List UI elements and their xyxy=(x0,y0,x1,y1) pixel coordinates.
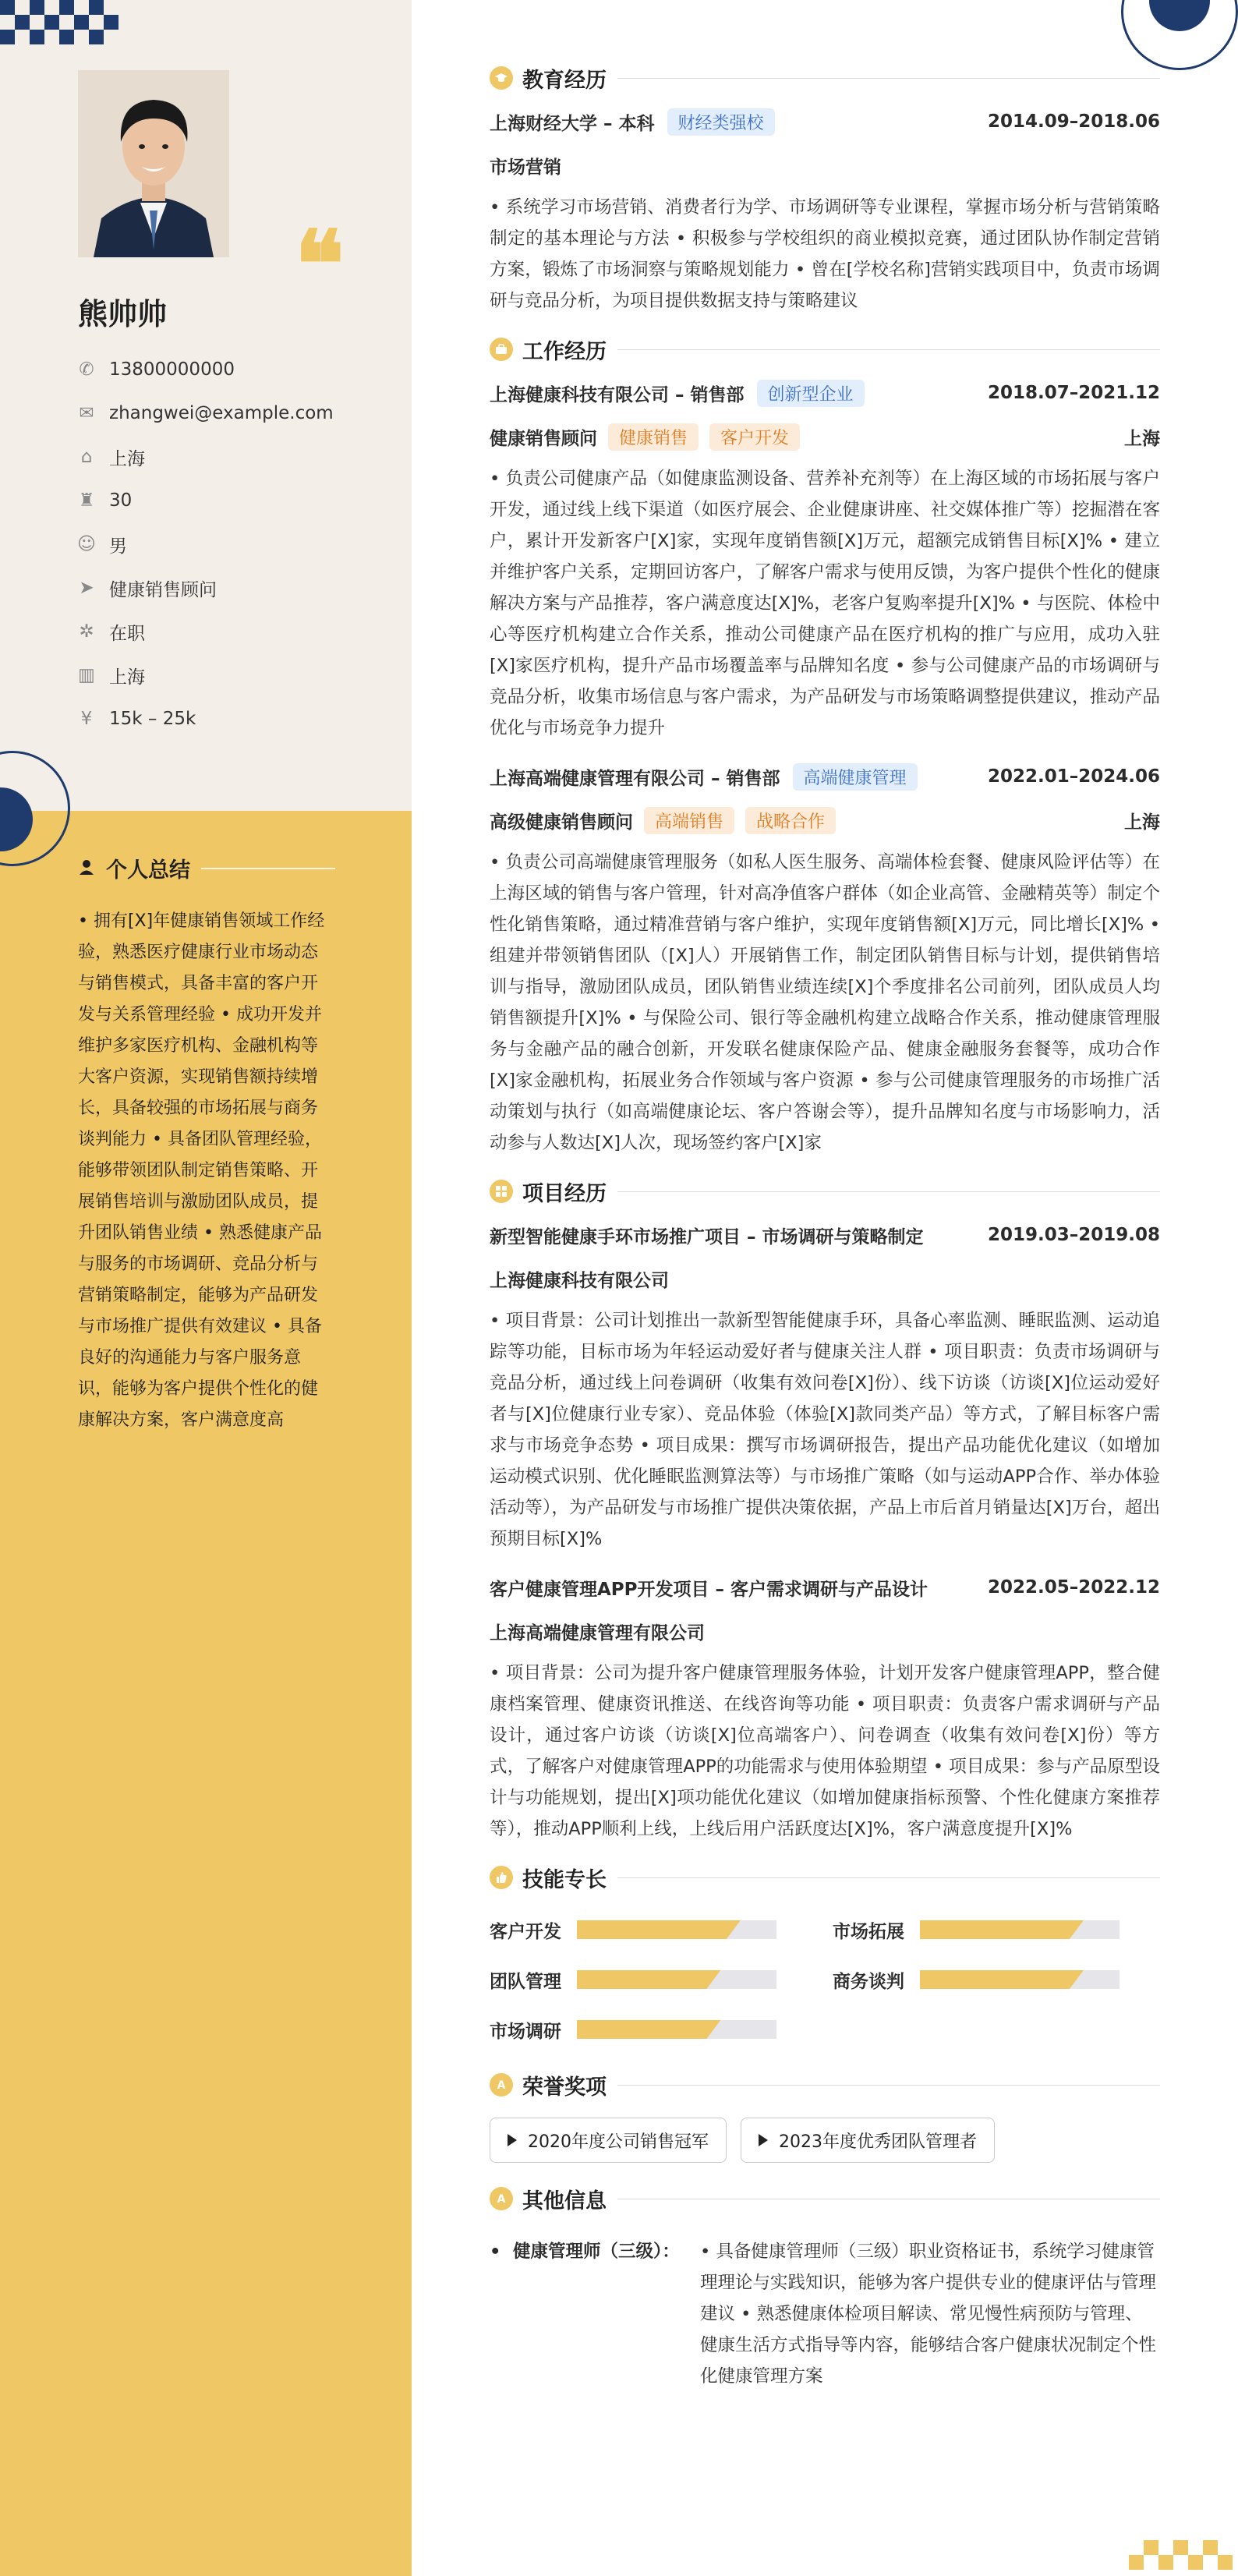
role-tag: 健康销售 xyxy=(608,423,699,451)
skill-bar xyxy=(577,1970,776,1989)
section-title: 技能专长 xyxy=(522,1867,607,1892)
main-content xyxy=(490,56,1160,2392)
work-description: • 负责公司高端健康管理服务（如私人医生服务、高端体检套餐、健康风险评估等）在上海区域的销售与客户管理，针对高净值客户群体（如企业高管、金融精英等）制定个性化销售策略，通过精准营销与客户维护，实现年度销售额[X]万元，同比增长[X]% • 组建并带领销售团队（[X]人）开展销售工作，制定团队销售目标与计划，提供销售培训与指导，激励团队成员，团队销售业绩连续[X]个季度排名公司前列，团队成员人均销售额提升[X]% • 与保险公司、银行等金融机构建立战略合作关系，推动健康管理服务与金融产品的融合创新，开发联名健康保险产品、健康金融服务套餐等，成功合作[X]家金融机构，拓展业务合作领域与客户资源 • 参与公司健康管理服务的市场推广活动策划与执行（如高端健康论坛、客户答谢会等），提升品牌知名度与市场影响力，活动参与人数达[X]人次，现场签约客户[X]家 xyxy=(490,852,1160,1153)
divider xyxy=(201,868,335,869)
skill-bar xyxy=(920,1970,1120,1989)
skill-item xyxy=(490,1963,833,1996)
skill-bar xyxy=(577,1920,776,1939)
briefcase-icon xyxy=(490,338,513,361)
info-row xyxy=(78,697,398,741)
role-left xyxy=(490,807,836,834)
info-value: 上海 xyxy=(109,667,145,688)
company-row xyxy=(490,371,1160,415)
project-name: 新型智能健康手环市场推广项目 – 市场调研与策略制定 xyxy=(490,1226,924,1247)
section-title: 教育经历 xyxy=(522,68,607,93)
work-date: 2022.01–2024.06 xyxy=(987,766,1160,787)
award-label: 2023年度优秀团队管理者 xyxy=(779,2132,977,2152)
divider xyxy=(617,1877,1160,1878)
project-name: 客户健康管理APP开发项目 – 客户需求调研与产品设计 xyxy=(490,1579,928,1600)
user-icon xyxy=(78,858,95,879)
project-description: • 项目背景：公司为提升客户健康管理服务体验，计划开发客户健康管理APP，整合健康档案管理、健康资讯推送、在线咨询等功能 • 项目职责：负责客户需求调研与产品设计，通过客户访谈（访谈[X]位高端客户）、问卷调查（收集有效问卷[X]份）等方式，了解客户对健康管理APP的功能需求与使用体验期望 • 项目成果：参与产品原型设计与功能规划，提出[X]项功能优化建议（如增加健康指标预警、个性化健康方案推荐等），推动APP顺利上线，上线后用户活跃度达[X]%，客户满意度提升[X]% xyxy=(490,1663,1160,1839)
role-tag: 战略合作 xyxy=(745,807,836,834)
skill-bar xyxy=(920,1920,1120,1939)
age-icon: ♜ xyxy=(78,490,95,511)
project-list xyxy=(490,1213,1160,1845)
skill-name: 客户开发 xyxy=(490,1921,561,1942)
project-org-row xyxy=(490,1609,1160,1653)
award-chip xyxy=(490,2118,727,2163)
info-row xyxy=(78,348,398,391)
other-key: 健康管理师（三级）： xyxy=(513,2242,680,2262)
skill-bar-fill xyxy=(920,1970,1084,1989)
project-entry xyxy=(490,1213,1160,1555)
role-left xyxy=(490,423,800,451)
info-row xyxy=(78,391,398,435)
project-org-row xyxy=(490,1257,1160,1300)
info-icon xyxy=(490,2187,513,2210)
work-city: 上海 xyxy=(1124,812,1160,833)
summary-title: 个人总结 xyxy=(106,858,190,883)
info-row xyxy=(78,610,398,653)
sidebar xyxy=(0,0,412,2576)
honors-heading xyxy=(490,2063,1160,2107)
major: 市场营销 xyxy=(490,157,561,178)
info-value: 13800000000 xyxy=(109,359,235,380)
other-heading xyxy=(490,2177,1160,2220)
divider xyxy=(617,1191,1160,1192)
education-date: 2014.09–2018.06 xyxy=(987,111,1160,132)
info-value: 男 xyxy=(109,536,127,557)
education-row xyxy=(490,100,1160,143)
phone-icon: ✆ xyxy=(79,359,94,380)
project-org: 上海高端健康管理有限公司 xyxy=(490,1622,705,1644)
project-row xyxy=(490,1213,1160,1257)
info-row xyxy=(78,435,398,479)
checker-decoration xyxy=(0,0,118,37)
mail-icon: ✉ xyxy=(79,403,94,423)
education-entry xyxy=(490,100,1160,317)
major-row xyxy=(490,143,1160,187)
checker-decoration xyxy=(1129,2540,1238,2576)
section-title: 其他信息 xyxy=(522,2189,607,2213)
salary-icon: ¥ xyxy=(80,709,93,729)
skill-list xyxy=(490,1913,1160,2046)
info-row xyxy=(78,653,398,697)
skill-item xyxy=(833,1963,1160,1996)
company-row xyxy=(490,755,1160,798)
work-heading xyxy=(490,327,1160,371)
svg-text:A: A xyxy=(497,2079,506,2091)
other-value: • 具备健康管理师（三级）职业资格证书，系统学习健康管理理论与实践知识，能够为客户提供专业的健康评估与管理建议 • 熟悉健康体检项目解读、常见慢性病预防与管理、健康生活方式指导等内容，能够结合客户健康状况制定个性化健康管理方案 xyxy=(700,2242,1157,2387)
section-title: 项目经历 xyxy=(522,1181,607,1206)
award-chip xyxy=(741,2118,995,2163)
avatar xyxy=(78,70,229,257)
project-org: 上海健康科技有限公司 xyxy=(490,1270,669,1291)
divider xyxy=(617,349,1160,350)
info-value: 15k – 25k xyxy=(109,709,196,729)
school-name: 上海财经大学 – 本科 xyxy=(490,113,655,134)
projects-heading xyxy=(490,1169,1160,1213)
company-name: 上海健康科技有限公司 – 销售部 xyxy=(490,384,745,405)
skill-item xyxy=(490,2013,833,2046)
work-entry xyxy=(490,755,1160,1159)
company-tag: 创新型企业 xyxy=(757,380,865,407)
skill-bar-fill xyxy=(920,1920,1084,1939)
info-value: 上海 xyxy=(109,448,145,469)
skill-name: 团队管理 xyxy=(490,1971,561,1992)
divider xyxy=(617,2085,1160,2086)
work-city: 上海 xyxy=(1124,428,1160,449)
project-description: • 项目背景：公司计划推出一款新型智能健康手环，具备心率监测、睡眠监测、运动追踪等功能，目标市场为年轻运动爱好者与健康关注人群 • 项目职责：负责市场调研与竞品分析，通过线上问卷调研（收集有效问卷[X]份）、线下访谈（访谈[X]位运动爱好者与[X]位健康行业专家）、竞品体验（体验[X]款同类产品）等方式，了解目标客户需求与市场竞争态势 • 项目成果：撰写市场调研报告，提出产品功能优化建议（如增加运动模式识别、优化睡眠监测算法等）与市场推广策略（如与运动APP合作、举办体验活动等），为产品研发与市场推广提供决策依据，产品上市后首月销量达[X]万台，超出预期目标[X]% xyxy=(490,1311,1160,1549)
role-row xyxy=(490,415,1160,458)
education-description: • 系统学习市场营销、消费者行为学、市场调研等专业课程，掌握市场分析与营销策略制定的基本理论与方法 • 积极参与学校组织的商业模拟竞赛，通过团队协作制定营销方案，锻炼了市场洞察与策略规划能力 • 曾在[学校名称]营销实践项目中，负责市场调研与竞品分析，为项目提供数据支持与策略建议 xyxy=(490,197,1160,311)
svg-text:A: A xyxy=(497,2193,506,2205)
info-row xyxy=(78,479,398,522)
thumb-icon xyxy=(490,1866,513,1889)
role-tag: 客户开发 xyxy=(709,423,800,451)
grid-icon xyxy=(490,1180,513,1203)
project-date: 2022.05–2022.12 xyxy=(987,1577,1160,1598)
skill-name: 市场拓展 xyxy=(833,1921,904,1942)
skills-heading xyxy=(490,1856,1160,1899)
building-icon: ▥ xyxy=(78,665,95,685)
contact-info xyxy=(78,348,398,741)
project-date: 2019.03–2019.08 xyxy=(987,1225,1160,1245)
award-label: 2020年度公司销售冠军 xyxy=(528,2132,709,2152)
summary-heading xyxy=(78,853,335,883)
work-list xyxy=(490,371,1160,1159)
info-value: zhangwei@example.com xyxy=(109,403,334,423)
summary-text: • 拥有[X]年健康销售领域工作经验，熟悉医疗健康行业市场动态与销售模式，具备丰富的客户开发与关系管理经验 • 成功开发并维护多家医疗机构、金融机构等大客户资源，实现销售额持续增长，具备较强的市场拓展与商务谈判能力 • 具备团队管理经验，能够带领团队制定销售策略、开展销售培训与激励团队成员，提升团队销售业绩 • 熟悉健康产品与服务的市场调研、竞品分析与营销策略制定，能够为产品研发与市场推广提供有效建议 • 具备良好的沟通能力与客户服务意识，能够为客户提供个性化的健康解决方案，客户满意度高 xyxy=(78,911,325,1430)
work-date: 2018.07–2021.12 xyxy=(987,383,1160,403)
education-heading xyxy=(490,56,1160,100)
other-item xyxy=(490,2236,1160,2392)
status-icon: ✲ xyxy=(79,621,94,642)
skill-name: 市场调研 xyxy=(490,2021,561,2042)
skill-bar-fill xyxy=(577,2020,720,2039)
company-name: 上海高端健康管理有限公司 – 销售部 xyxy=(490,768,780,789)
home-icon: ⌂ xyxy=(80,447,93,467)
skill-bar-fill xyxy=(577,1970,720,1989)
info-row xyxy=(78,566,398,610)
quote-icon: ❝ xyxy=(295,210,345,318)
project-entry xyxy=(490,1566,1160,1845)
skill-item xyxy=(833,1913,1160,1946)
work-description: • 负责公司健康产品（如健康监测设备、营养补充剂等）在上海区域的市场拓展与客户开发，通过线上线下渠道（如医疗展会、企业健康讲座、社交媒体推广等）挖掘潜在客户，累计开发新客户[X]家，实现年度销售额[X]万元，超额完成销售目标[X]% • 建立并维护客户关系，定期回访客户，了解客户需求与使用反馈，为客户提供个性化的健康解决方案与产品推荐，客户满意度达[X]%，老客户复购率提升[X]% • 与医院、体检中心等医疗机构建立合作关系，推动公司健康产品在医疗机构的推广与应用，成功入驻[X]家医疗机构，提升产品市场覆盖率与品牌知名度 • 参与公司健康产品的市场调研与竞品分析，收集市场信息与客户需求，为产品研发与市场策略调整提供建议，推动产品优化与市场竞争力提升 xyxy=(490,469,1160,738)
gender-icon: ☺ xyxy=(77,534,96,554)
role-row xyxy=(490,798,1160,842)
skill-name: 商务谈判 xyxy=(833,1971,904,1992)
divider xyxy=(617,78,1160,79)
role-title: 高级健康销售顾问 xyxy=(490,812,633,833)
bullet: • xyxy=(490,2242,501,2262)
project-row xyxy=(490,1566,1160,1609)
graduation-cap-icon xyxy=(490,66,513,90)
info-row xyxy=(78,522,398,566)
school-tag: 财经类强校 xyxy=(667,108,775,136)
section-title: 工作经历 xyxy=(522,339,607,364)
work-entry xyxy=(490,371,1160,744)
skill-item xyxy=(490,1913,833,1946)
company-left xyxy=(490,763,918,791)
info-value: 在职 xyxy=(109,623,145,644)
company-left xyxy=(490,380,865,407)
role-tag: 高端销售 xyxy=(644,807,734,834)
skill-bar xyxy=(577,2020,776,2039)
info-value: 30 xyxy=(109,490,133,511)
info-value: 健康销售顾问 xyxy=(109,579,217,600)
award-icon xyxy=(490,2073,513,2097)
award-list xyxy=(490,2118,1160,2163)
send-icon: ➤ xyxy=(79,578,94,598)
play-icon xyxy=(759,2134,768,2146)
company-tag: 高端健康管理 xyxy=(793,763,918,791)
play-icon xyxy=(508,2134,517,2146)
role-title: 健康销售顾问 xyxy=(490,428,597,449)
skill-bar-fill xyxy=(577,1920,741,1939)
profile-name: 熊帅帅 xyxy=(78,297,168,331)
section-title: 荣誉奖项 xyxy=(522,2075,607,2100)
